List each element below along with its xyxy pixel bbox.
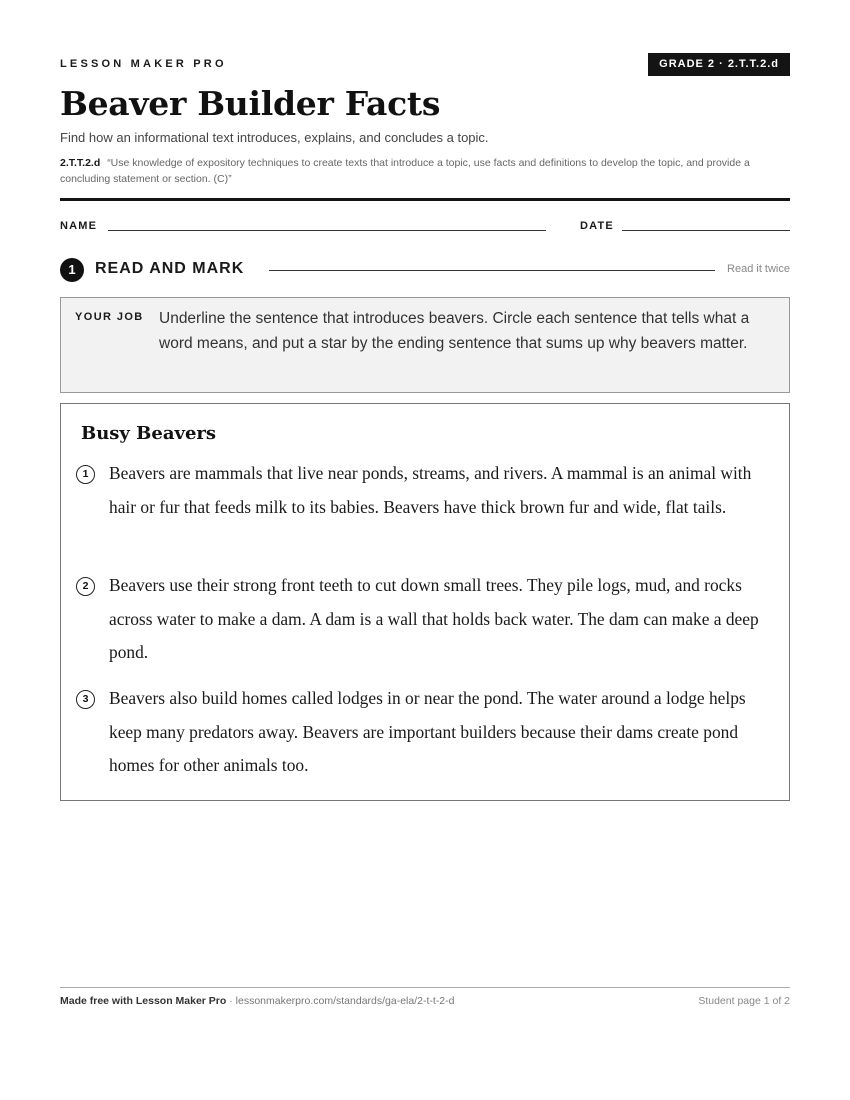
paragraph-number: 1 — [76, 465, 95, 484]
section-divider — [269, 270, 715, 271]
name-label: NAME — [60, 220, 98, 232]
job-instructions: Underline the sentence that introduces beavers. Circle each sentence that tells what a word means, and put a star by the ending sentence that sums up why beavers matter. — [159, 310, 750, 352]
brand-name: LESSON MAKER PRO — [60, 58, 227, 70]
footer-credit — [60, 995, 455, 1007]
footer-divider — [60, 987, 790, 988]
date-label: DATE — [580, 220, 614, 232]
paragraph-text[interactable]: Beavers use their strong front teeth to cut down small trees. They pile logs, mud, and rocks across water to make a dam. A dam is a wall that holds back water. The dam can make a deep pond. — [109, 575, 759, 663]
footer-made-with: Made free with Lesson Maker Pro — [60, 995, 227, 1007]
footer-url[interactable]: · lessonmakerpro.com/standards/ga-ela/2-t-t-2-d — [226, 995, 455, 1007]
standard-description — [60, 155, 790, 187]
name-line[interactable] — [108, 230, 546, 231]
reading-passage — [60, 403, 790, 801]
section-number: 1 — [60, 258, 84, 282]
job-label: YOUR JOB — [75, 311, 144, 323]
standard-code: 2.T.T.2.d — [60, 157, 101, 169]
paragraph-text[interactable]: Beavers are mammals that live near ponds, streams, and rivers. A mammal is an animal with hair or fur that feeds milk to its babies. Beavers have thick brown fur and wide, flat tails. — [109, 463, 752, 517]
standard-text: “Use knowledge of expository techniques to create texts that introduce a topic, use facts and definitions to develop the topic, and provide a concluding statement or section. (C)” — [60, 157, 750, 185]
paragraph-number: 3 — [76, 690, 95, 709]
date-line[interactable] — [622, 230, 790, 231]
header-divider — [60, 198, 790, 201]
section-note: Read it twice — [727, 263, 790, 275]
section-title: READ AND MARK — [95, 260, 245, 277]
job-box — [60, 297, 790, 393]
paragraph-number: 2 — [76, 577, 95, 596]
grade-badge: GRADE 2 · 2.T.T.2.d — [648, 53, 790, 76]
paragraph-text[interactable]: Beavers also build homes called lodges in or near the pond. The water around a lodge helps keep many predators away. Beavers are important builders because their dams create pond homes for other animals too. — [109, 688, 746, 776]
page-title: Beaver Builder Facts — [60, 84, 441, 123]
worksheet-page — [60, 0, 790, 1100]
passage-title: Busy Beavers — [81, 423, 217, 444]
footer-page-number: Student page 1 of 2 — [698, 995, 790, 1007]
page-subtitle: Find how an informational text introduces, explains, and concludes a topic. — [60, 130, 489, 145]
